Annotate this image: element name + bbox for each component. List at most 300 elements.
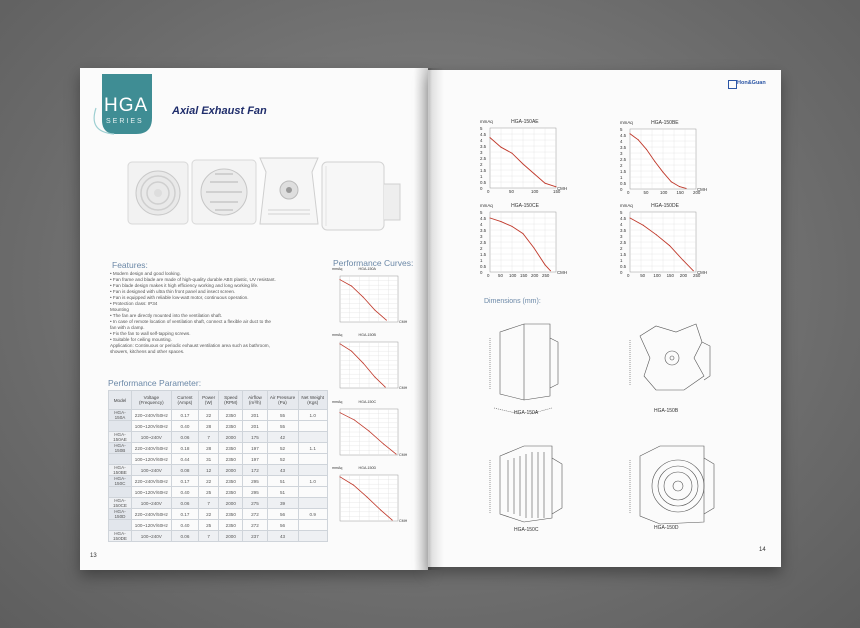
y-tick-label: 0	[620, 269, 623, 275]
table-row	[109, 410, 328, 421]
left-page-number: 13	[90, 553, 97, 559]
table-header-cell: Voltage (Frequency)	[131, 391, 171, 410]
table-cell: 28	[199, 421, 219, 432]
y-axis-label: mmAq	[480, 203, 493, 208]
table-cell: 197	[243, 454, 267, 465]
table-cell: 100~240V	[131, 498, 171, 509]
y-tick-label: 3	[480, 149, 483, 155]
x-tick-label: 100	[660, 190, 668, 195]
table-cell: 52	[267, 443, 298, 454]
table-cell: 0.40	[171, 487, 198, 498]
y-axis-label: mmAq	[332, 267, 343, 271]
data-point	[490, 218, 491, 219]
product-photo	[118, 150, 403, 250]
curve-chart-hga-150b	[332, 334, 410, 394]
table-cell: 201	[243, 410, 267, 421]
y-tick-label: 1	[480, 257, 483, 263]
page-title: Axial Exhaust Fan	[172, 105, 267, 117]
y-tick-label: 0.5	[480, 179, 487, 185]
x-tick-label: 200	[679, 273, 688, 278]
data-point	[396, 454, 397, 455]
chart-title: HGA-150A	[358, 267, 376, 271]
x-tick-label: 0	[627, 190, 630, 195]
y-tick-label: 2	[480, 245, 483, 251]
table-cell: 0.17	[171, 476, 198, 487]
y-tick-label: 2.5	[620, 156, 627, 162]
table-cell: 55	[267, 410, 298, 421]
table-cell: HGA-150AE	[109, 432, 132, 443]
chart-title: HGA-150CE	[511, 203, 539, 209]
chart-title: HGA-150B	[358, 333, 376, 337]
data-point	[367, 497, 368, 498]
data-point	[534, 173, 535, 174]
feature-item: • Protection class: IP34	[110, 301, 158, 306]
y-tick-label: 4	[480, 137, 483, 143]
data-point	[383, 443, 384, 444]
x-axis-label: CMH	[697, 270, 707, 275]
y-tick-label: 4.5	[620, 132, 627, 138]
drawing-hga-150c	[490, 446, 562, 522]
x-axis-label: CMH	[399, 519, 408, 523]
table-cell: 7	[199, 498, 219, 509]
table-cell: 100~240V	[131, 465, 171, 476]
table-cell	[109, 454, 132, 465]
table-cell: 12	[199, 465, 219, 476]
table-cell: 51	[267, 487, 298, 498]
feature-item: • Suitable for ceiling mounting.	[110, 337, 172, 342]
table-cell: 25	[199, 487, 219, 498]
table-cell	[298, 432, 328, 443]
table-cell: 7	[199, 432, 219, 443]
curve-chart-hga-150ae	[480, 120, 572, 196]
table-row	[109, 432, 328, 443]
y-tick-label: 1.5	[620, 168, 627, 174]
table-cell	[109, 487, 132, 498]
table-cell: 52	[267, 454, 298, 465]
right-page-number: 14	[759, 547, 766, 553]
x-tick-label: 200	[693, 190, 701, 195]
y-tick-label: 2	[620, 245, 623, 251]
y-tick-label: 4	[620, 138, 623, 144]
table-row	[109, 509, 328, 520]
drawing-hga-150d	[630, 446, 714, 524]
table-cell: HGA-150C	[109, 476, 132, 487]
table-cell: 2350	[219, 454, 243, 465]
table-cell: 22	[199, 476, 219, 487]
data-point	[682, 260, 683, 261]
data-point	[363, 297, 364, 298]
data-point	[630, 218, 631, 219]
x-tick-label: 50	[643, 190, 649, 195]
table-cell: 2350	[219, 476, 243, 487]
y-tick-label: 4	[480, 221, 483, 227]
x-axis-label: CMH	[557, 270, 567, 275]
data-point	[646, 149, 647, 150]
table-row	[109, 498, 328, 509]
feature-item: • Fix the fan to wall self-tapping screws.	[110, 331, 191, 336]
table-cell: 220~240V/50Hz	[131, 410, 171, 421]
y-tick-label: 1.5	[620, 251, 627, 257]
y-axis-label: mmAq	[332, 400, 343, 404]
table-cell: 2350	[219, 410, 243, 421]
x-tick-label: 200	[531, 273, 539, 278]
y-tick-label: 0	[480, 269, 483, 275]
x-tick-label: 150	[676, 190, 684, 195]
data-point	[386, 320, 387, 321]
table-cell: 2350	[219, 509, 243, 520]
table-cell: 2350	[219, 443, 243, 454]
table-cell: 2350	[219, 487, 243, 498]
table-cell: HGA-150CE	[109, 498, 132, 509]
table-cell: 275	[243, 498, 267, 509]
table-cell: 220~240V/50Hz	[131, 476, 171, 487]
table-cell: 0.17	[171, 410, 198, 421]
table-header-cell: Net Weight (Kgs)	[298, 391, 328, 410]
dim-label-hga-150b: HGA-150B	[654, 408, 679, 414]
table-row	[109, 421, 328, 432]
table-cell: 272	[243, 509, 267, 520]
table-cell	[298, 531, 328, 542]
curve-chart-hga-150c	[332, 401, 410, 461]
table-cell: HGA-150BE	[109, 465, 132, 476]
table-cell: 22	[199, 509, 219, 520]
data-point	[392, 520, 393, 521]
table-cell	[298, 487, 328, 498]
data-point	[374, 310, 375, 311]
performance-table	[108, 390, 328, 542]
data-point	[490, 137, 491, 138]
table-cell	[298, 465, 328, 476]
table-cell: 237	[243, 531, 267, 542]
y-tick-label: 3	[480, 233, 483, 239]
table-cell: 43	[267, 465, 298, 476]
table-cell: 22	[199, 410, 219, 421]
table-cell: 175	[243, 432, 267, 443]
table-cell: 100~120V/60Hz	[131, 487, 171, 498]
data-point	[630, 133, 631, 134]
y-tick-label: 2.5	[480, 239, 487, 245]
x-tick-label: 0	[487, 189, 490, 194]
table-cell	[298, 498, 328, 509]
table-cell: 31	[199, 454, 219, 465]
data-point	[693, 270, 694, 271]
data-point	[671, 181, 672, 182]
curve-chart-hga-150a	[332, 268, 410, 328]
fan-d-image	[322, 162, 400, 230]
curve-plot	[332, 268, 410, 328]
y-tick-label: 3.5	[480, 143, 487, 149]
table-row	[109, 476, 328, 487]
table-cell: 55	[267, 421, 298, 432]
curve-plot	[332, 334, 410, 394]
table-cell: 7	[199, 531, 219, 542]
dimensions-title: Dimensions (mm):	[484, 298, 541, 305]
x-tick-label: 250	[693, 273, 701, 278]
y-tick-label: 1	[480, 173, 483, 179]
y-tick-label: 5	[480, 209, 483, 215]
curve-plot	[332, 467, 410, 527]
x-tick-label: 150	[520, 273, 528, 278]
table-cell: HGA-150D	[109, 509, 132, 520]
x-axis-label: CMH	[697, 187, 707, 192]
table-header-cell: Air Pressure (Pa)	[267, 391, 298, 410]
y-tick-label: 5	[620, 126, 623, 132]
table-cell: 43	[267, 531, 298, 542]
y-axis-label: mmAq	[332, 333, 343, 337]
chart-title: HGA-150AE	[511, 119, 539, 125]
feature-item: • Modern design and good looking.	[110, 271, 181, 276]
table-cell: 197	[243, 443, 267, 454]
curve-chart-hga-150d	[332, 467, 410, 527]
y-tick-label: 4.5	[480, 215, 487, 221]
table-cell: 0.17	[171, 509, 198, 520]
dim-label-hga-150c: HGA-150C	[514, 527, 539, 533]
table-cell: 42	[267, 432, 298, 443]
series-word: SERIES	[106, 118, 144, 125]
data-point	[663, 172, 664, 173]
table-row	[109, 487, 328, 498]
y-tick-label: 3.5	[480, 227, 487, 233]
data-point	[501, 221, 502, 222]
table-row	[109, 520, 328, 531]
table-cell: 100~240V	[131, 531, 171, 542]
y-tick-label: 1	[620, 174, 623, 180]
x-tick-label: 50	[640, 273, 646, 278]
table-cell: 2000	[219, 498, 243, 509]
table-cell: 0.06	[171, 531, 198, 542]
dim-label-hga-150d: HGA-150D	[654, 525, 679, 531]
y-tick-label: 1.5	[480, 251, 487, 257]
table-row	[109, 465, 328, 476]
data-point	[351, 351, 352, 352]
data-point	[369, 431, 370, 432]
table-cell: 295	[243, 487, 267, 498]
x-tick-label: 0	[627, 273, 630, 278]
x-tick-label: 0	[487, 273, 490, 278]
x-axis-label: CMH	[557, 186, 567, 191]
table-cell: 25	[199, 520, 219, 531]
performance-parameter-title: Performance Parameter:	[108, 378, 202, 388]
curve-chart-hga-150be	[620, 121, 712, 197]
table-cell: 1.1	[298, 443, 328, 454]
drawing-hga-150a	[490, 324, 558, 414]
table-cell: HGA-150DE	[109, 531, 132, 542]
table-row	[109, 454, 328, 465]
features-title: Features:	[112, 260, 148, 270]
curve-plot	[480, 204, 572, 280]
data-point	[656, 234, 657, 235]
table-cell: HGA-150A	[109, 410, 132, 421]
logo-icon	[728, 80, 737, 89]
table-cell: 100~120V/60Hz	[131, 454, 171, 465]
feature-item: fan with a clamp.	[110, 325, 145, 330]
data-point	[340, 412, 341, 413]
y-tick-label: 5	[620, 209, 623, 215]
table-row	[109, 531, 328, 542]
data-point	[340, 279, 341, 280]
data-point	[654, 161, 655, 162]
table-cell: 172	[243, 465, 267, 476]
x-tick-label: 100	[653, 273, 661, 278]
y-tick-label: 0	[480, 185, 483, 191]
table-cell: 272	[243, 520, 267, 531]
y-tick-label: 0.5	[620, 180, 627, 186]
drawing-hga-150b	[630, 324, 710, 390]
feature-item: • In case of remote location of ventilation shaft, connect a flexible air duct to the	[110, 319, 271, 324]
x-tick-label: 50	[498, 273, 503, 278]
data-point	[545, 183, 546, 184]
chart-title: HGA-150BE	[651, 120, 679, 126]
table-cell	[109, 520, 132, 531]
data-point	[550, 270, 551, 271]
data-point	[686, 188, 687, 189]
y-tick-label: 3.5	[620, 144, 627, 150]
table-cell: 2000	[219, 432, 243, 443]
table-cell: 100~120V/60Hz	[131, 520, 171, 531]
feature-item: • The fan are directly mounted into the ventilation shaft.	[110, 313, 223, 318]
y-tick-label: 5	[480, 125, 483, 131]
table-row	[109, 443, 328, 454]
data-point	[669, 245, 670, 246]
y-tick-label: 2	[480, 161, 483, 167]
table-header-cell: Power (W)	[199, 391, 219, 410]
y-tick-label: 3	[620, 233, 623, 239]
y-tick-label: 4.5	[480, 131, 487, 137]
y-tick-label: 0.5	[620, 263, 627, 269]
y-tick-label: 3.5	[620, 227, 627, 233]
data-point	[353, 485, 354, 486]
table-cell: 295	[243, 476, 267, 487]
y-tick-label: 0	[620, 186, 623, 192]
chart-title: HGA-150D	[358, 466, 377, 470]
curve-chart-hga-150ce	[480, 204, 572, 280]
curve-plot	[620, 121, 712, 197]
table-cell: 0.06	[171, 432, 198, 443]
table-cell: 220~240V/50Hz	[131, 443, 171, 454]
table-cell: 1.0	[298, 410, 328, 421]
table-cell: 100~120V/60Hz	[131, 421, 171, 432]
feature-item: • Fan is equipped with reliable low-watt motor, continuous operation.	[110, 295, 249, 300]
table-header-cell: Model	[109, 391, 132, 410]
y-tick-label: 2	[620, 162, 623, 168]
y-axis-label: mmAq	[480, 119, 493, 124]
x-tick-label: 150	[553, 189, 561, 194]
data-point	[354, 420, 355, 421]
table-cell: 2350	[219, 520, 243, 531]
table-cell: 2000	[219, 531, 243, 542]
table-header-row	[109, 391, 328, 410]
table-header-cell: Current (Amps)	[171, 391, 198, 410]
logo-text: Hon&Guan	[737, 80, 766, 86]
table-cell: 100~240V	[131, 432, 171, 443]
table-cell: 28	[199, 443, 219, 454]
x-axis-label: CMH	[399, 386, 408, 390]
curve-plot	[332, 401, 410, 461]
x-tick-label: 50	[509, 189, 514, 194]
table-cell: 39	[267, 498, 298, 509]
fan-c-image	[260, 158, 318, 224]
table-cell: 0.08	[171, 465, 198, 476]
data-point	[501, 147, 502, 148]
performance-curves-title: Performance Curves:	[333, 258, 414, 268]
table-cell: 0.18	[171, 443, 198, 454]
y-axis-label: mmAq	[620, 203, 633, 208]
data-point	[679, 186, 680, 187]
y-tick-label: 3	[620, 150, 623, 156]
y-tick-label: 4.5	[620, 215, 627, 221]
y-tick-label: 1	[620, 257, 623, 263]
curve-chart-hga-150de	[620, 204, 712, 280]
x-tick-label: 250	[542, 273, 550, 278]
table-cell: 0.06	[171, 498, 198, 509]
table-cell	[298, 520, 328, 531]
table-cell	[298, 421, 328, 432]
table-cell: 56	[267, 509, 298, 520]
table-cell: 0.9	[298, 509, 328, 520]
y-axis-label: mmAq	[620, 120, 633, 125]
table-cell: 0.40	[171, 421, 198, 432]
chart-title: HGA-150DE	[651, 203, 679, 209]
data-point	[638, 139, 639, 140]
data-point	[643, 225, 644, 226]
dim-label-hga-150a: HGA-150A	[514, 410, 539, 416]
table-cell: 1.0	[298, 476, 328, 487]
fan-b-image	[192, 160, 256, 224]
table-cell: 0.40	[171, 520, 198, 531]
feature-item: • Fan blade design makes it high efficiency working and long working life.	[110, 283, 259, 288]
table-cell: 51	[267, 476, 298, 487]
chart-title: HGA-150C	[358, 400, 377, 404]
table-header-cell: Speed (RPM)	[219, 391, 243, 410]
data-point	[363, 363, 364, 364]
feature-item: • Fan is designed with ultra thin front panel and insect screen.	[110, 289, 236, 294]
data-point	[545, 264, 546, 265]
data-point	[534, 248, 535, 249]
data-point	[374, 376, 375, 377]
dimension-drawings	[480, 318, 770, 538]
y-tick-label: 2.5	[480, 155, 487, 161]
x-axis-label: CMH	[399, 453, 408, 457]
y-tick-label: 2.5	[620, 239, 627, 245]
table-cell	[298, 454, 328, 465]
table-cell	[109, 421, 132, 432]
table-cell: 201	[243, 421, 267, 432]
x-tick-label: 100	[509, 273, 517, 278]
curve-plot	[620, 204, 712, 280]
data-point	[380, 509, 381, 510]
y-tick-label: 1.5	[480, 167, 487, 173]
curve-plot	[480, 120, 572, 196]
y-axis-label: mmAq	[332, 466, 343, 470]
data-point	[523, 233, 524, 234]
table-cell: 220~240V/50Hz	[131, 509, 171, 520]
table-cell: 2000	[219, 465, 243, 476]
series-code: HGA	[104, 95, 149, 116]
data-point	[340, 476, 341, 477]
table-header-cell: Airflow (m³/h)	[243, 391, 267, 410]
x-axis-label: CMH	[399, 320, 408, 324]
data-point	[512, 226, 513, 227]
data-point	[385, 387, 386, 388]
feature-item: Application: Continuous or periodic exhaust ventilation area such as bathroom,	[110, 343, 270, 348]
feature-item: • Fan frame and blade are made of high-quality durable ABS plastic, UV resistant.	[110, 277, 276, 282]
feature-item: Mounting	[110, 307, 129, 312]
data-point	[351, 286, 352, 287]
data-point	[340, 343, 341, 344]
fan-a-image	[128, 162, 188, 224]
y-tick-label: 4	[620, 221, 623, 227]
x-tick-label: 100	[531, 189, 539, 194]
